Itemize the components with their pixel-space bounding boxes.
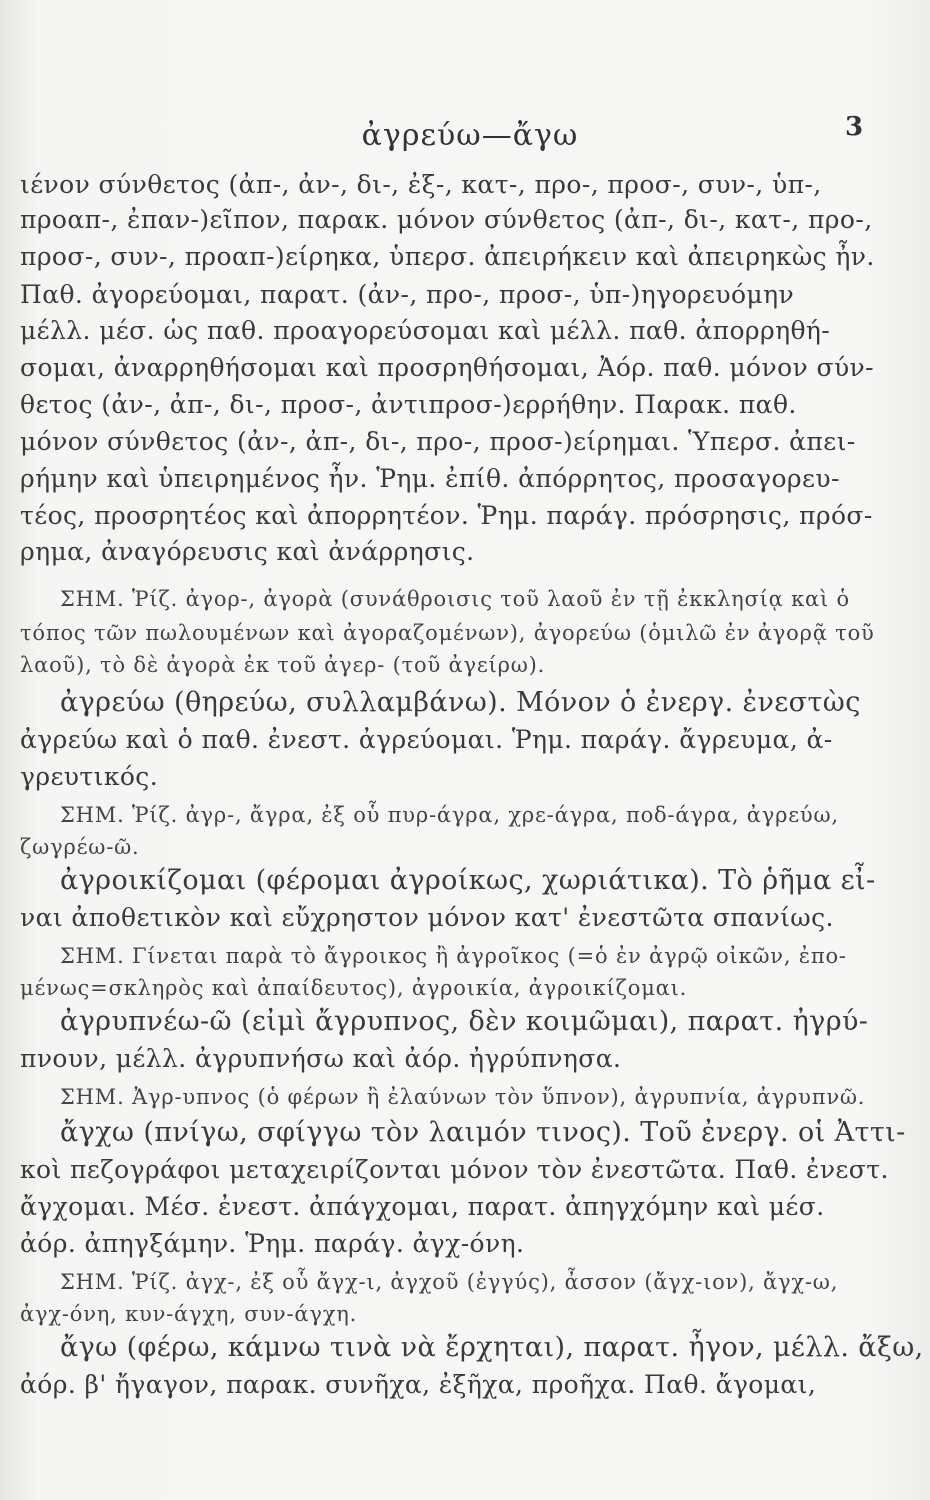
- note-line: ΣΗΜ. Ῥίζ. ἀγχ-, ἐξ οὗ ἄγχ-ι, ἀγχοῦ (ἐγγύς), ἆσσον (ἄγχ-ιον), ἄγχ-ω,: [60, 1270, 839, 1294]
- note-line: ΣΗΜ. Ῥίζ. ἀγορ-, ἀγορὰ (συνάθροισις τοῦ λαοῦ ἐν τῇ ἐκκλησίᾳ καὶ ὁ: [60, 587, 850, 611]
- text-line: Παθ. ἀγορεύομαι, παρατ. (ἀν-, προ-, προσ-, ὑπ-)ηγορευόμην: [20, 280, 795, 309]
- text-line: προσ-, συν-, προαπ-)είρηκα, ὑπερσ. ἀπειρήκειν καὶ ἀπειρηκὼς ἦν.: [20, 242, 875, 271]
- text-line: ιένον σύνθετος (ἀπ-, ἀν-, δι-, ἐξ-, κατ-, προ-, προσ-, συν-, ὑπ-,: [20, 170, 822, 199]
- text-line: ρημα, ἀναγόρευσις καὶ ἀνάρρησις.: [20, 537, 475, 566]
- text-line: προαπ-, ἐπαν-)εῖπον, παρακ. μόνον σύνθετος (ἀπ-, δι-, κατ-, προ-,: [20, 205, 873, 234]
- text-line: πνουν, μέλλ. ἀγρυπνήσω καὶ ἀόρ. ἠγρύπνησα.: [20, 1044, 622, 1073]
- entry-line: ἀγρυπνέω-ῶ (εἰμὶ ἄγρυπνος, δὲν κοιμῶμαι), παρατ. ἠγρύ-: [60, 1006, 869, 1037]
- text-line: κοὶ πεζογράφοι μεταχειρίζονται μόνον τὸν ἐνεστῶτα. Παθ. ἐνεστ.: [20, 1155, 889, 1184]
- text-line: ἀγρεύω καὶ ὁ παθ. ἐνεστ. ἀγρεύομαι. Ῥημ. παράγ. ἄγρευμα, ἀ-: [20, 725, 833, 754]
- text-line: ἀόρ. ἀπηγξάμην. Ῥημ. παράγ. ἀγχ-όνη.: [20, 1229, 525, 1258]
- text-line: μέλλ. μέσ. ὡς παθ. προαγορεύσομαι καὶ μέλλ. παθ. ἀπορρηθή-: [20, 316, 831, 345]
- note-line: ΣΗΜ. Γίνεται παρὰ τὸ ἄγροικος ἢ ἀγροῖκος (=ὁ ἐν ἀγρῷ οἰκῶν, ἐπο-: [60, 944, 847, 968]
- page-header: [0, 112, 930, 158]
- note-line: ΣΗΜ. Ῥίζ. ἀγρ-, ἄγρα, ἐξ οὗ πυρ-άγρα, χρε-άγρα, ποδ-άγρα, ἀγρεύω,: [60, 803, 839, 827]
- entry-line: ἄγω (φέρω, κάμνω τινὰ νὰ ἔρχηται), παρατ. ἦγον, μέλλ. ἄξω,: [60, 1332, 924, 1363]
- note-line: μένως=σκληρὸς καὶ ἀπαίδευτος), ἀγροικία, ἀγροικίζομαι.: [20, 976, 688, 1000]
- running-head: ἀγρεύω—ἄγω: [361, 118, 579, 153]
- note-line: λαοῦ), τὸ δὲ ἀγορὰ ἐκ τοῦ ἀγερ- (τοῦ ἀγείρω).: [20, 653, 546, 677]
- note-line: τόπος τῶν πωλουμένων καὶ ἀγοραζομένων), ἀγορεύω (ὁμιλῶ ἐν ἀγορᾷ τοῦ: [20, 621, 875, 645]
- note-line: ἀγχ-όνη, κυν-άγχη, συν-άγχη.: [20, 1302, 358, 1326]
- note-line: ΣΗΜ. Ἀγρ-υπνος (ὁ φέρων ἢ ἐλαύνων τὸν ὕπνον), ἀγρυπνία, ἀγρυπνῶ.: [60, 1085, 866, 1109]
- note-line: ζωγρέω-ῶ.: [20, 835, 140, 859]
- entry-line: ἄγχω (πνίγω, σφίγγω τὸν λαιμόν τινος). Τοῦ ἐνεργ. οἱ Ἀττι-: [60, 1117, 906, 1148]
- text-line: ρήμην καὶ ὑπειρημένος ἦν. Ῥημ. ἐπίθ. ἀπόρρητος, προσαγορευ-: [20, 464, 840, 493]
- text-line: σομαι, ἀναρρηθήσομαι καὶ προσρηθήσομαι, Ἀόρ. παθ. μόνον σύν-: [20, 353, 875, 382]
- text-line: γρευτικός.: [20, 762, 159, 791]
- entry-line: ἀγρεύω (θηρεύω, συλλαμβάνω). Μόνον ὁ ἐνεργ. ἐνεστὼς: [60, 687, 861, 718]
- text-line: ἀόρ. β' ἤγαγον, παρακ. συνῆχα, ἐξῆχα, προῆχα. Παθ. ἄγομαι,: [20, 1370, 817, 1399]
- entry-line: ἀγροικίζομαι (φέρομαι ἀγροίκως, χωριάτικα). Τὸ ῥῆμα εἶ-: [60, 865, 876, 896]
- text-line: τέος, προσρητέος καὶ ἀπορρητέον. Ῥημ. παράγ. πρόσρησις, πρόσ-: [20, 501, 873, 530]
- page-number: 3: [845, 112, 864, 142]
- text-line: ἄγχομαι. Μέσ. ἐνεστ. ἀπάγχομαι, παρατ. ἀπηγχόμην καὶ μέσ.: [20, 1192, 825, 1221]
- text-line: ναι ἀποθετικὸν καὶ εὔχρηστον μόνον κατ' ἐνεστῶτα σπανίως.: [20, 903, 834, 932]
- text-line: θετος (ἀν-, ἀπ-, δι-, προσ-, ἀντιπροσ-)ερρήθην. Παρακ. παθ.: [20, 390, 797, 419]
- text-line: μόνον σύνθετος (ἀν-, ἀπ-, δι-, προ-, προσ-)είρημαι. Ὑπερσ. ἀπει-: [20, 427, 856, 456]
